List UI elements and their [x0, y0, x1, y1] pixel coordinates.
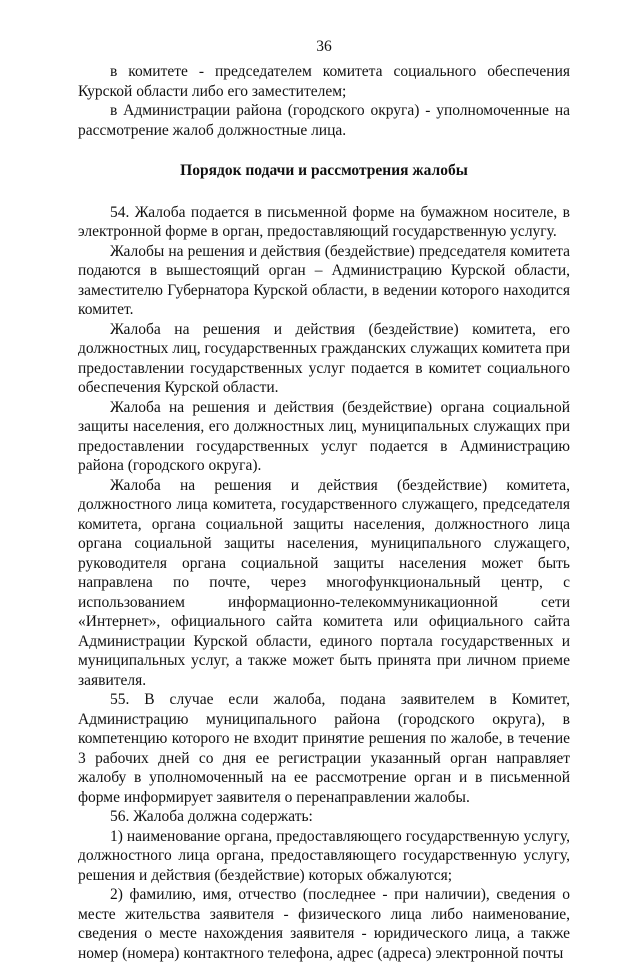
document-body — [78, 62, 570, 963]
paragraph-complaints-social-protection: Жалоба на решения и действия (бездействие) органа социальной защиты населения, его должностных лиц, муниципальных служащих при предоставлении государственных услуг подается в Администрацию района (городского округа). — [78, 398, 570, 474]
paragraph-54: 54. Жалоба подается в письменной форме на бумажном носителе, в электронной форме в орган, предоставляющий государственную услугу. — [78, 203, 570, 240]
list-item-2: 2) фамилию, имя, отчество (последнее - при наличии), сведения о месте жительства заявителя - физического лица либо наименование, сведения о месте нахождения заявителя - юридического лица, а также номер (номера) контактного телефона, адрес (адреса) электронной почты — [78, 886, 570, 962]
paragraph-complaint-channels: Жалоба на решения и действия (бездействие) комитета, должностного лица комитета, государственного служащего, председателя комитета, органа социальной защиты населения, должностного лица органа социальной защиты населения, муниципального служащего, руководителя органа социальной защиты населения может быть направлена по почте, через многофункциональный центр, с использованием информационно-телекоммуникационной сети «Интернет», официального сайта комитета или официального сайта Администрации Курской области, единого портала государственных и муниципальных услуг, а также может быть принята при личном приеме заявителя. — [78, 476, 570, 689]
paragraph-complaints-committee: Жалоба на решения и действия (бездействие) комитета, его должностных лиц, государственных гражданских служащих комитета при предоставлении государственных услуг подается в комитет социального обеспечения Курской области. — [78, 320, 570, 396]
paragraph-district-administration: в Администрации района (городского округа) - уполномоченные на рассмотрение жалоб должностные лица. — [78, 102, 570, 139]
document-page — [78, 0, 570, 962]
page-number: 36 — [316, 38, 332, 55]
list-item-1: 1) наименование органа, предоставляющего государственную услугу, должностного лица органа, предоставляющего государственную услугу, решения и действия (бездействие) которых обжалуются; — [78, 827, 570, 884]
paragraph-56: 56. Жалоба должна содержать: — [110, 808, 313, 825]
paragraph-committee-chairman: в комитете - председателем комитета социального обеспечения Курской области либо его заместителем; — [78, 63, 570, 100]
section-heading: Порядок подачи и рассмотрения жалобы — [180, 162, 468, 179]
paragraph-complaints-chairman: Жалобы на решения и действия (бездействие) председателя комитета подаются в вышестоящий орган – Администрацию Курской области, заместителю Губернатора Курской области, в ведении которого находится комитет. — [78, 242, 570, 318]
paragraph-55: 55. В случае если жалоба, подана заявителем в Комитет, Администрацию муниципального района (городского округа), в компетенцию которого не входит принятие решения по жалобе, в течение 3 рабочих дней со дня ее регистрации указанный орган направляет жалобу в уполномоченный на ее рассмотрение орган и в письменной форме информирует заявителя о перенаправлении жалобы. — [78, 691, 570, 806]
